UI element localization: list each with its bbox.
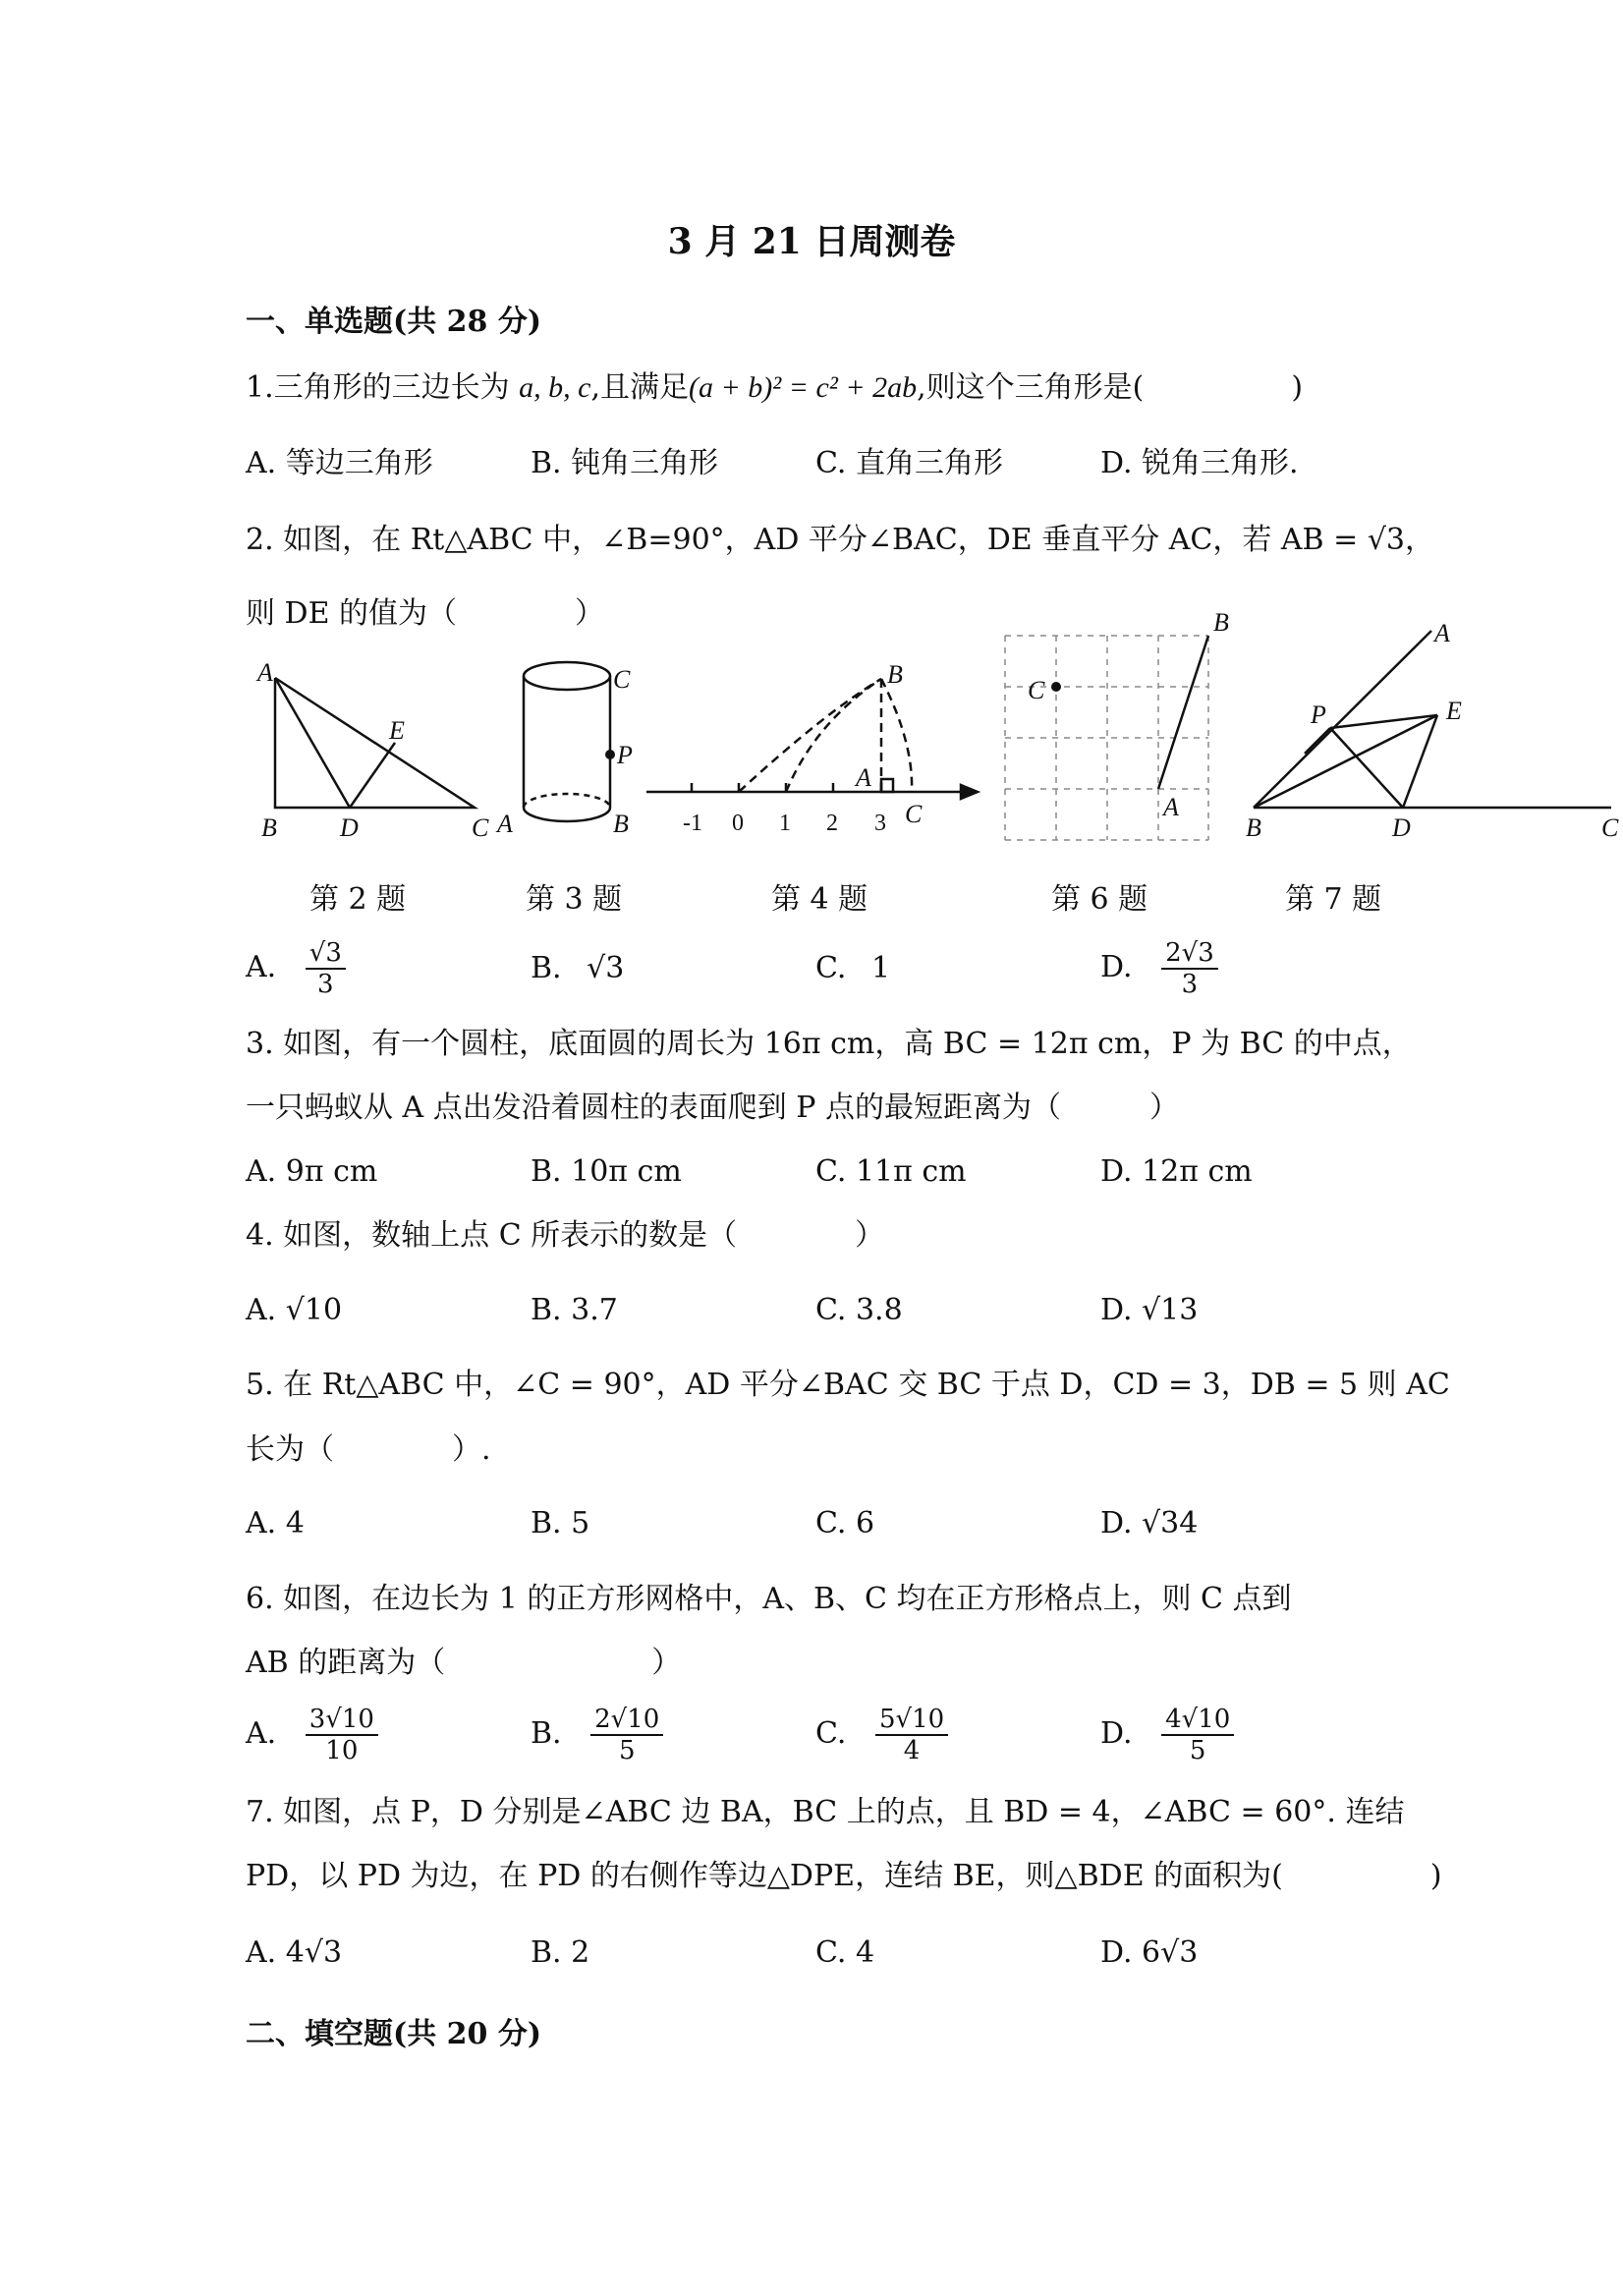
q6-option-a-fraction: [306, 1705, 378, 1765]
section-single-choice: 一、单选题(共 28 分): [246, 305, 542, 339]
page-title: 3 月 21 日周测卷: [667, 221, 956, 262]
q7-option-d: D. 6√3: [1100, 1935, 1199, 1970]
fig3-label-c: C: [613, 665, 631, 694]
fig3-label-b: B: [613, 810, 629, 838]
q6-option-a-label: A.: [246, 1716, 277, 1751]
q4-option-d: D. √13: [1100, 1293, 1199, 1327]
fig2-label-d: D: [340, 813, 359, 842]
q1-option-b: B. 钝角三角形: [531, 446, 719, 480]
q3-option-c: C. 11π cm: [815, 1154, 967, 1189]
fig7-label-a: A: [1434, 619, 1450, 647]
denominator: 5: [618, 1736, 636, 1765]
numerator: √3: [306, 938, 346, 970]
q2-option-c: [815, 949, 890, 988]
q7-option-c: C. 4: [815, 1935, 875, 1970]
question-4-line-1: 4. 如图，数轴上点 C 所表示的数是（ ）: [246, 1218, 885, 1253]
fig2-label-b: B: [261, 813, 277, 842]
fig2-label-c: C: [472, 813, 489, 842]
q6-option-d-label: D.: [1100, 1716, 1133, 1751]
figure-4: [646, 679, 978, 799]
q5-option-c: C. 6: [815, 1506, 875, 1540]
q6-option-a: [246, 1705, 378, 1765]
figure-7: [1254, 631, 1611, 808]
caption-figure-7: 第 7 题: [1285, 882, 1382, 917]
question-3-line-1: 3. 如图，有一个圆柱，底面圆的周长为 16π cm，高 BC = 12π cm，P 为 BC 的中点，: [246, 1027, 1412, 1061]
fig4-label-b: B: [887, 660, 903, 689]
q6-option-b-label: B.: [531, 1716, 562, 1751]
fig3-label-p: P: [617, 741, 633, 769]
fig4-label-a: A: [856, 763, 871, 792]
q4-option-b: B. 3.7: [531, 1293, 618, 1327]
q5-option-a: A. 4: [246, 1506, 305, 1540]
q1-option-a: A. 等边三角形: [246, 446, 433, 480]
fig2-label-e: E: [389, 716, 405, 745]
figure-2: [275, 678, 475, 808]
caption-figure-3: 第 3 题: [526, 882, 623, 917]
q6-option-c-fraction: [875, 1705, 948, 1765]
denominator: 5: [1189, 1736, 1206, 1765]
fig6-label-a: A: [1163, 793, 1179, 821]
fig7-label-b: B: [1246, 813, 1261, 842]
fig4-tick-minus-1: -1: [683, 811, 702, 836]
q7-option-b: B. 2: [531, 1935, 590, 1970]
fig2-label-a: A: [257, 658, 273, 687]
question-7-line-2: PD，以 PD 为边，在 PD 的右侧作等边△DPE，连结 BE，则△BDE 的面积为( ): [246, 1859, 1442, 1893]
q6-option-c-label: C.: [815, 1716, 847, 1751]
fig6-label-b: B: [1213, 608, 1229, 637]
question-1: [246, 368, 1303, 408]
q2-option-d: [1100, 938, 1218, 999]
q7-option-a: A. 4√3: [246, 1935, 343, 1970]
q2-option-d-label: D.: [1100, 950, 1133, 984]
q3-option-a: A. 9π cm: [246, 1154, 378, 1189]
q1-option-c: C. 直角三角形: [815, 446, 1003, 480]
fig4-label-c: C: [905, 800, 923, 828]
fig3-label-a: A: [497, 810, 513, 838]
fig7-label-c: C: [1601, 813, 1619, 842]
numerator: 4√10: [1161, 1705, 1234, 1736]
fig7-label-e: E: [1446, 697, 1462, 725]
fig7-label-p: P: [1311, 700, 1326, 729]
question-6-line-1: 6. 如图，在边长为 1 的正方形网格中，A、B、C 均在正方形格点上，则 C 点到: [246, 1582, 1292, 1616]
question-3-line-2: 一只蚂蚁从 A 点出发沿着圆柱的表面爬到 P 点的最短距离为（ ）: [246, 1091, 1179, 1125]
q1-formula: (a + b)² = c² + 2ab: [689, 371, 918, 404]
numerator: 5√10: [875, 1705, 948, 1736]
numerator: 2√10: [590, 1705, 663, 1736]
fig4-tick-2: 2: [826, 811, 838, 836]
q4-option-a: A. √10: [246, 1293, 343, 1327]
fig4-tick-3: 3: [874, 811, 886, 836]
question-5-line-2: 长为（ ）.: [246, 1432, 491, 1467]
question-6-line-2: AB 的距离为（ ）: [246, 1646, 682, 1680]
q1-text-c: ,则这个三角形是( ): [917, 370, 1304, 405]
q1-text-a: 1.三角形的三边长为: [246, 370, 520, 405]
numerator: 3√10: [306, 1705, 378, 1736]
denominator: 4: [903, 1736, 921, 1765]
figures-row: [236, 604, 1623, 860]
q2-option-a-label: A.: [246, 950, 277, 984]
caption-figure-2: 第 2 题: [309, 882, 407, 917]
q3-option-d: D. 12π cm: [1100, 1154, 1253, 1189]
fig7-label-d: D: [1392, 813, 1411, 842]
fig4-tick-0: 0: [732, 811, 744, 836]
fig6-label-c: C: [1028, 676, 1045, 704]
denominator: 3: [1181, 970, 1199, 999]
q1-text-b: ,且满足: [590, 370, 690, 405]
q2-option-a: [246, 938, 346, 999]
q2-option-c-value: 1: [870, 951, 891, 985]
denominator: 10: [325, 1736, 359, 1765]
q4-option-c: C. 3.8: [815, 1293, 903, 1327]
denominator: 3: [317, 970, 334, 999]
fig4-tick-1: 1: [779, 811, 791, 836]
question-2-line-2: 则 DE 的值为（ ）: [246, 596, 605, 631]
point-p: [605, 750, 615, 759]
point-c: [1051, 682, 1061, 692]
caption-figure-4: 第 4 题: [771, 882, 868, 917]
q2-option-d-fraction: [1161, 938, 1218, 999]
q3-option-b: B. 10π cm: [531, 1154, 682, 1189]
q6-option-b-fraction: [590, 1705, 663, 1765]
caption-figure-6: 第 6 题: [1051, 882, 1148, 917]
q6-option-d: [1100, 1705, 1234, 1765]
numerator: 2√3: [1161, 938, 1218, 970]
q5-option-b: B. 5: [531, 1506, 590, 1540]
q6-option-b: [531, 1705, 663, 1765]
q2-option-a-fraction: [306, 938, 346, 999]
q2-option-b: [531, 949, 624, 988]
section-fill-blank: 二、填空题(共 20 分): [246, 2017, 542, 2051]
question-7-line-1: 7. 如图，点 P，D 分别是∠ABC 边 BA，BC 上的点，且 BD = 4，∠ABC = 60°. 连结: [246, 1795, 1405, 1829]
q6-option-d-fraction: [1161, 1705, 1234, 1765]
q6-option-c: [815, 1705, 948, 1765]
q1-option-d: D. 锐角三角形.: [1100, 446, 1299, 480]
question-2-line-1: 2. 如图，在 Rt△ABC 中，∠B=90°，AD 平分∠BAC，DE 垂直平分 AC，若 AB = √3，: [246, 523, 1435, 557]
q2-option-b-value: √3: [587, 951, 625, 985]
q2-option-b-label: B.: [531, 951, 562, 985]
q1-vars: a, b, c: [519, 371, 591, 404]
q5-option-d: D. √34: [1100, 1506, 1199, 1540]
question-5-line-1: 5. 在 Rt△ABC 中，∠C = 90°，AD 平分∠BAC 交 BC 于点 D，CD = 3，DB = 5 则 AC: [246, 1368, 1450, 1402]
figure-3: [524, 662, 610, 821]
q2-option-c-label: C.: [815, 951, 847, 985]
